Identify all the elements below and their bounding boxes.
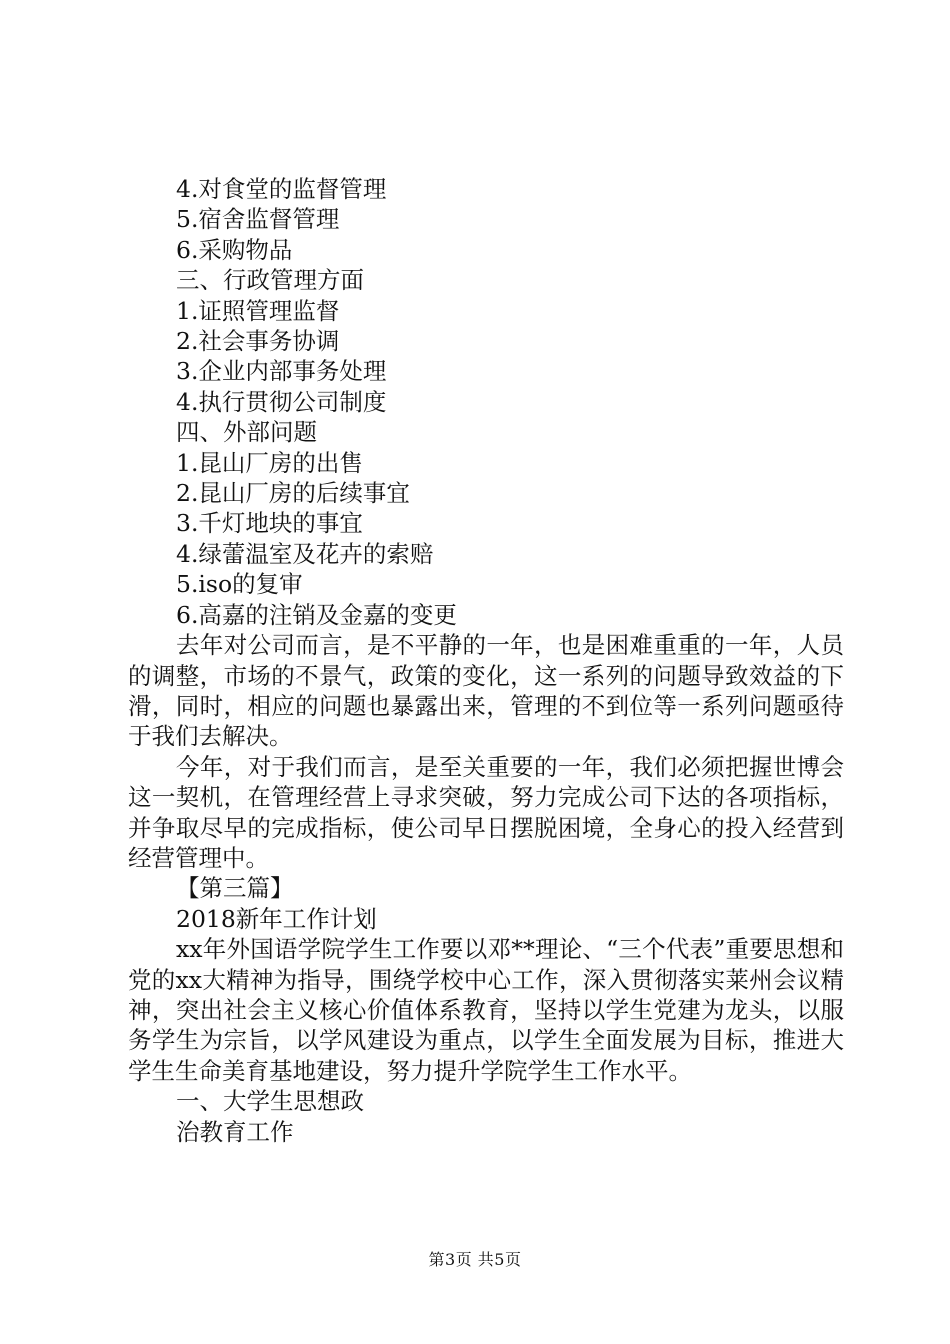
list-item: 4.绿蕾温室及花卉的索赔 (176, 539, 434, 568)
list-item: 6.采购物品 (176, 235, 293, 264)
body-paragraph: 今年，对于我们而言，是至关重要的一年，我们必须把握世博会这一契机，在管理经营上寻求突破，努力完成公司下达的各项指标，并争取尽早的完成指标，使公司早日摆脱困境，全身心的投入经营到经营管理中。 (128, 752, 844, 872)
list-item: 1.证照管理监督 (176, 296, 340, 325)
list-item: 1.昆山厂房的出售 (176, 448, 363, 477)
list-item: 2.昆山厂房的后续事宜 (176, 479, 410, 508)
list-item: 5.iso的复审 (176, 570, 303, 599)
body-paragraph: xx年外国语学院学生工作要以邓**理论、“三个代表”重要思想和党的xx大精神为指导，围绕学校中心工作，深入贯彻落实莱州会议精神，突出社会主义核心价值体系教育，坚持以学生党建为龙头，以服务学生为宗旨，以学风建设为重点，以学生全面发展为目标，推进大学生生命美育基地建设，努力提升学院学生工作水平。 (128, 935, 844, 1085)
section-heading: 四、外部问题 (176, 418, 317, 447)
section-heading-continued: 治教育工作 (176, 1117, 294, 1146)
section-heading: 一、大学生思想政 (176, 1087, 364, 1116)
section-heading: 三、行政管理方面 (176, 266, 364, 295)
list-item: 2.社会事务协调 (176, 327, 340, 356)
chapter-marker: 【第三篇】 (176, 874, 294, 903)
list-item: 5.宿舍监督管理 (176, 205, 340, 234)
page-number: 第3页 共5页 (428, 1250, 522, 1269)
list-item: 3.千灯地块的事宜 (176, 509, 363, 538)
list-item: 4.执行贯彻公司制度 (176, 387, 387, 416)
body-paragraph: 去年对公司而言，是不平静的一年，也是困难重重的一年，人员的调整，市场的不景气，政策的变化，这一系列的问题导致效益的下滑，同时，相应的问题也暴露出来，管理的不到位等一系列问题亟待于我们去解决。 (128, 631, 844, 751)
list-item: 6.高嘉的注销及金嘉的变更 (176, 600, 457, 629)
list-item: 3.企业内部事务处理 (176, 357, 387, 386)
page-body (128, 174, 844, 1147)
document-title: 2018新年工作计划 (176, 904, 377, 933)
list-item: 4.对食堂的监督管理 (176, 175, 387, 203)
